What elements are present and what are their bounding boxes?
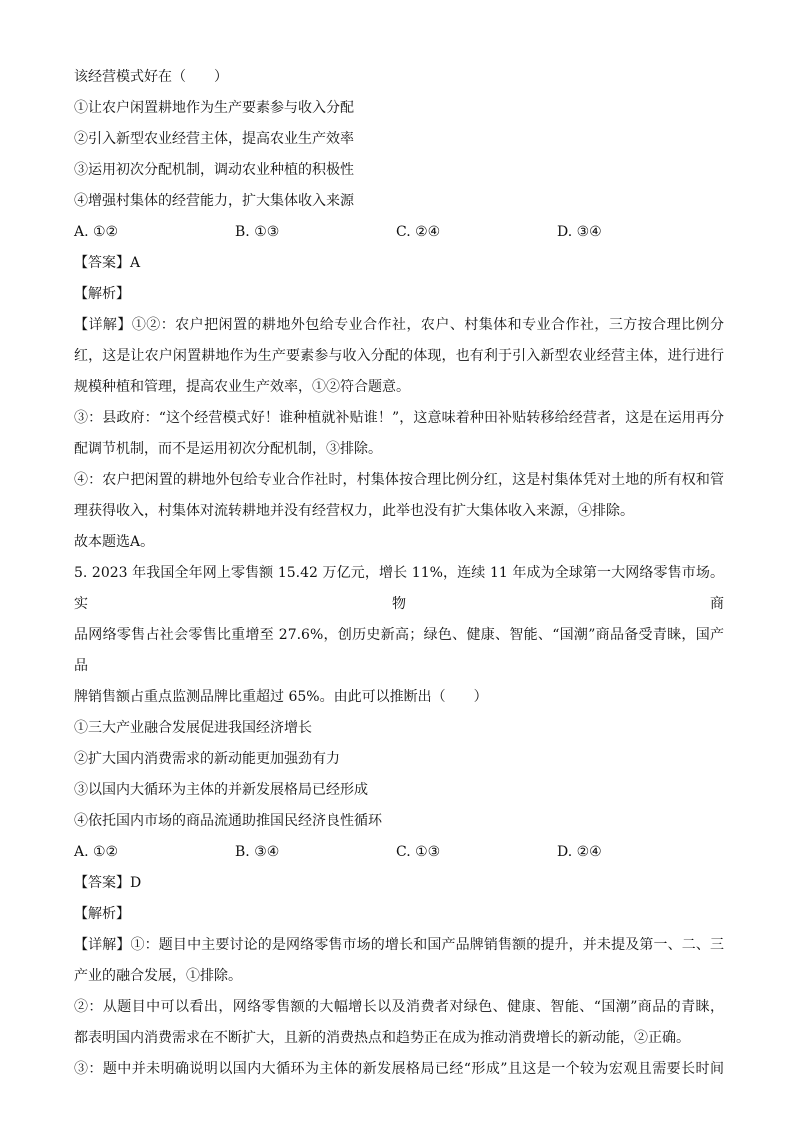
q5-stem-line-3: 牌销售额占重点监测品牌比重超过 65%。由此可以推断出（ ） xyxy=(74,689,488,705)
q4-detail-1-line-1: 【详解】①②：农户把闲置的耕地外包给专业合作社，农户、村集体和专业合作社，三方按合理比例分 xyxy=(74,317,724,333)
q5-detail-2-line-2: 都表明国内消费需求在不断扩大，且新的消费热点和趋势正在成为推动消费增长的新动能，②正确。 xyxy=(74,1030,690,1046)
q4-item-2: ②引入新型农业经营主体，提高农业生产效率 xyxy=(74,131,354,147)
q5-item-2: ②扩大国内消费需求的新动能更加强劲有力 xyxy=(74,751,340,767)
q5-option-c: C. ①③ xyxy=(396,844,441,860)
q4-item-3: ③运用初次分配机制，调动农业种植的积极性 xyxy=(74,162,354,178)
q4-option-a: A. ①② xyxy=(74,224,119,240)
q5-detail-3-line-1: ③：题中并未明确说明以国内大循环为主体的新发展格局已经“形成”且这是一个较为宏观且需要长时间 xyxy=(74,1061,724,1077)
q5-item-1: ①三大产业融合发展促进我国经济增长 xyxy=(74,720,312,736)
q4-option-c: C. ②④ xyxy=(396,224,441,240)
q5-options xyxy=(74,837,724,868)
q4-stem-tail: 该经营模式好在（ ） xyxy=(74,69,228,85)
q5-option-d: D. ②④ xyxy=(557,844,602,860)
document-page xyxy=(74,62,724,1085)
q5-stem-line-2: 品网络零售占社会零售比重增至 27.6%，创历史新高；绿色、健康、智能、“国潮”商品备受青睐，国产品 xyxy=(74,627,724,674)
q5-detail-1-line-2: 产业的融合发展，①排除。 xyxy=(74,968,242,984)
q4-detail-2-line-1: ③：县政府：“这个经营模式好！谁种植就补贴谁！”，这意味着种田补贴转移给经营者，这是在运用再分 xyxy=(74,410,724,426)
q4-conclusion: 故本题选A。 xyxy=(74,534,155,550)
q4-answer: 【答案】A xyxy=(74,255,141,271)
q5-answer: 【答案】D xyxy=(74,875,142,891)
q5-analysis-label: 【解析】 xyxy=(74,906,130,922)
q4-item-4: ④增强村集体的经营能力，扩大集体收入来源 xyxy=(74,193,354,209)
q4-detail-2-line-2: 配调节机制，而不是运用初次分配机制，③排除。 xyxy=(74,441,382,457)
q4-detail-3-line-2: 理获得收入，村集体对流转耕地并没有经营权力，此举也没有扩大集体收入来源，④排除。 xyxy=(74,503,634,519)
q5-stem-line-1: 5. 2023 年我国全年网上零售额 15.42 万亿元，增长 11%，连续 11 年成为全球第一大网络零售市场。实物商 xyxy=(74,565,724,612)
q4-options xyxy=(74,217,724,248)
q4-analysis-label: 【解析】 xyxy=(74,286,130,302)
q4-item-1: ①让农户闲置耕地作为生产要素参与收入分配 xyxy=(74,100,354,116)
q4-detail-1-line-3: 规模种植和管理，提高农业生产效率，①②符合题意。 xyxy=(74,379,410,395)
q5-option-b: B. ③④ xyxy=(235,844,280,860)
q4-option-d: D. ③④ xyxy=(557,224,602,240)
q5-option-a: A. ①② xyxy=(74,844,119,860)
q4-detail-1-line-2: 红，这是让农户闲置耕地作为生产要素参与收入分配的体现，也有利于引入新型农业经营主体，进行进行 xyxy=(74,348,724,364)
q5-detail-1-line-1: 【详解】①：题目中主要讨论的是网络零售市场的增长和国产品牌销售额的提升，并未提及第一、二、三 xyxy=(74,937,724,953)
q5-item-3: ③以国内大循环为主体的并新发展格局已经形成 xyxy=(74,782,368,798)
q4-option-b: B. ①③ xyxy=(235,224,280,240)
q4-detail-3-line-1: ④：农户把闲置的耕地外包给专业合作社时，村集体按合理比例分红，这是村集体凭对土地的所有权和管 xyxy=(74,472,724,488)
q5-detail-2-line-1: ②：从题目中可以看出，网络零售额的大幅增长以及消费者对绿色、健康、智能、“国潮”商品的青睐， xyxy=(74,999,724,1015)
q5-item-4: ④依托国内市场的商品流通助推国民经济良性循环 xyxy=(74,813,382,829)
